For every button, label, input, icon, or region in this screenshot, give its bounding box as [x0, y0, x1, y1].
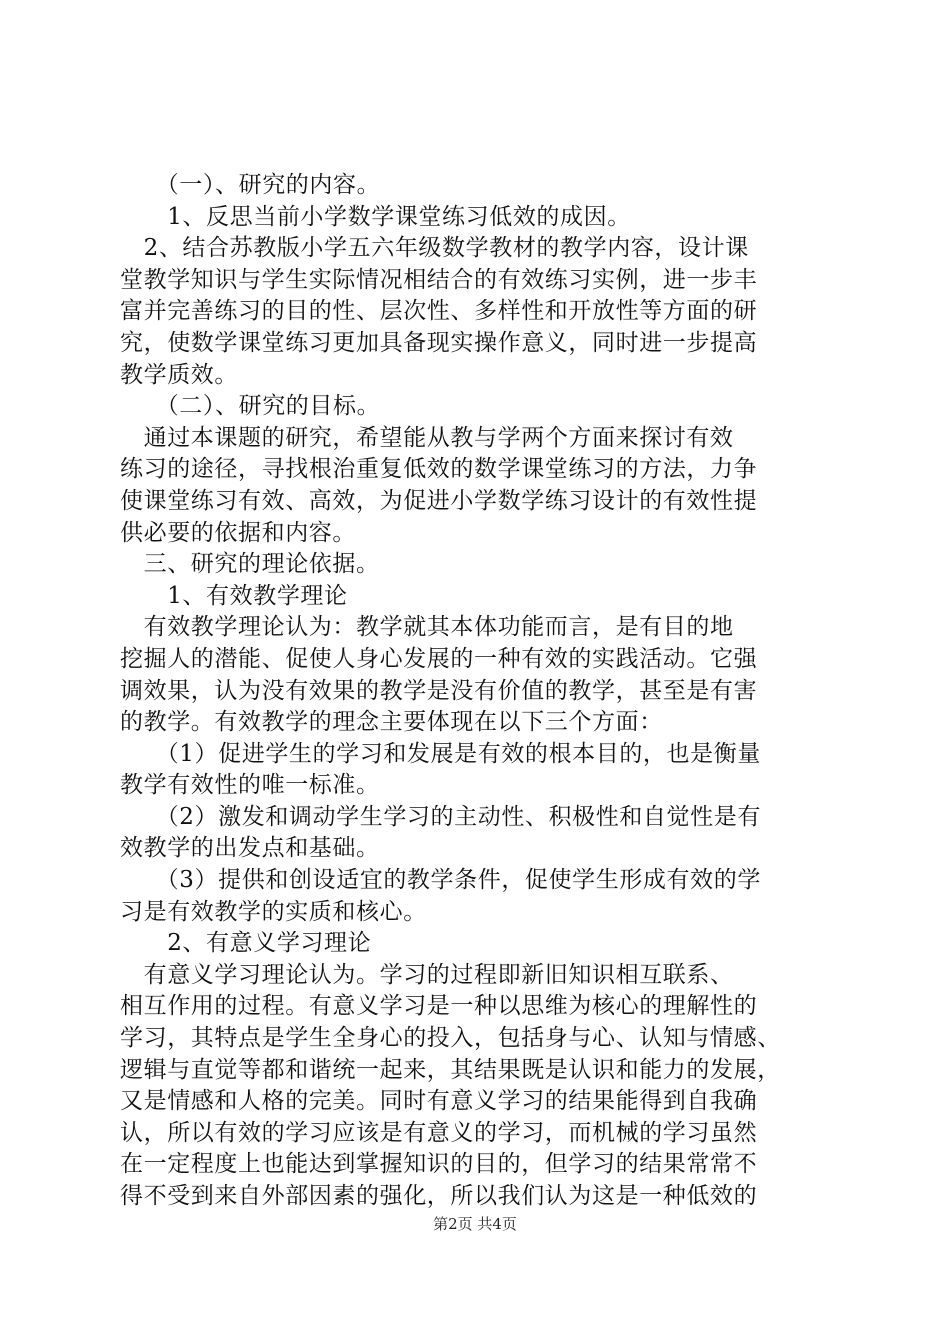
text-line: （二）、研究的目标。 [120, 393, 381, 420]
text-line: （3）提供和创设适宜的教学条件，促使学生形成有效的学 [120, 867, 761, 894]
text-line: 究，使数学课堂练习更加具备现实操作意义，同时进一步提高 [120, 329, 758, 356]
text-line: 教学质效。 [120, 361, 238, 388]
text-line: 效教学的出发点和基础。 [120, 835, 380, 862]
text-line: 相互作用的过程。有意义学习是一种以思维为核心的理解性的 [120, 993, 758, 1020]
text-line: 2、结合苏教版小学五六年级数学教材的教学内容，设计课 [120, 235, 749, 262]
text-line: 供必要的依据和内容。 [120, 519, 356, 546]
text-line: 使课堂练习有效、高效，为促进小学数学练习设计的有效性提 [120, 487, 758, 514]
text-line: 练习的途径，寻找根治重复低效的数学课堂练习的方法，力争 [120, 456, 758, 483]
text-line: 通过本课题的研究，希望能从教与学两个方面来探讨有效 [120, 424, 734, 451]
text-line: （1）促进学生的学习和发展是有效的根本目的，也是衡量 [120, 740, 761, 767]
text-line: 又是情感和人格的完美。同时有意义学习的结果能得到自我确 [120, 1088, 758, 1115]
text-line: 富并完善练习的目的性、层次性、多样性和开放性等方面的研 [120, 298, 758, 325]
text-line: 教学有效性的唯一标准。 [120, 772, 380, 799]
text-line: 2、有意义学习理论 [120, 930, 372, 957]
text-line: （2）激发和调动学生学习的主动性、积极性和自觉性是有 [120, 803, 761, 830]
text-line: 挖掘人的潜能、促使人身心发展的一种有效的实践活动。它强 [120, 645, 758, 672]
text-line: 在一定程度上也能达到掌握知识的目的，但学习的结果常常不 [120, 1151, 758, 1178]
text-line: 三、研究的理论依据。 [120, 551, 380, 578]
text-line: 认，所以有效的学习应该是有意义的学习，而机械的学习虽然 [120, 1119, 758, 1146]
text-line: 学习，其特点是学生全身心的投入，包括身与心、认知与情感、 [120, 1025, 781, 1052]
text-line: 1、反思当前小学数学课堂练习低效的成因。 [120, 203, 631, 230]
text-line: 堂教学知识与学生实际情况相结合的有效练习实例，进一步丰 [120, 266, 758, 293]
text-line: 有效教学理论认为：教学就其本体功能而言，是有目的地 [120, 614, 734, 641]
text-line: （一）、研究的内容。 [120, 172, 381, 198]
text-line: 1、有效教学理论 [120, 582, 348, 609]
text-line: 习是有效教学的实质和核心。 [120, 898, 427, 925]
text-line: 的教学。有效教学的理念主要体现在以下三个方面： [120, 709, 663, 736]
text-line: 有意义学习理论认为。学习的过程即新旧知识相互联系、 [120, 961, 734, 988]
page-number-footer: 第2页 共4页 [433, 1215, 517, 1233]
text-line: 得不受到来自外部因素的强化，所以我们认为这是一种低效的 [120, 1183, 758, 1209]
document-body [120, 170, 840, 1213]
text-line: 调效果，认为没有效果的教学是没有价值的教学，甚至是有害 [120, 677, 758, 704]
text-line: 逻辑与直觉等都和谐统一起来，其结果既是认识和能力的发展， [120, 1056, 781, 1083]
